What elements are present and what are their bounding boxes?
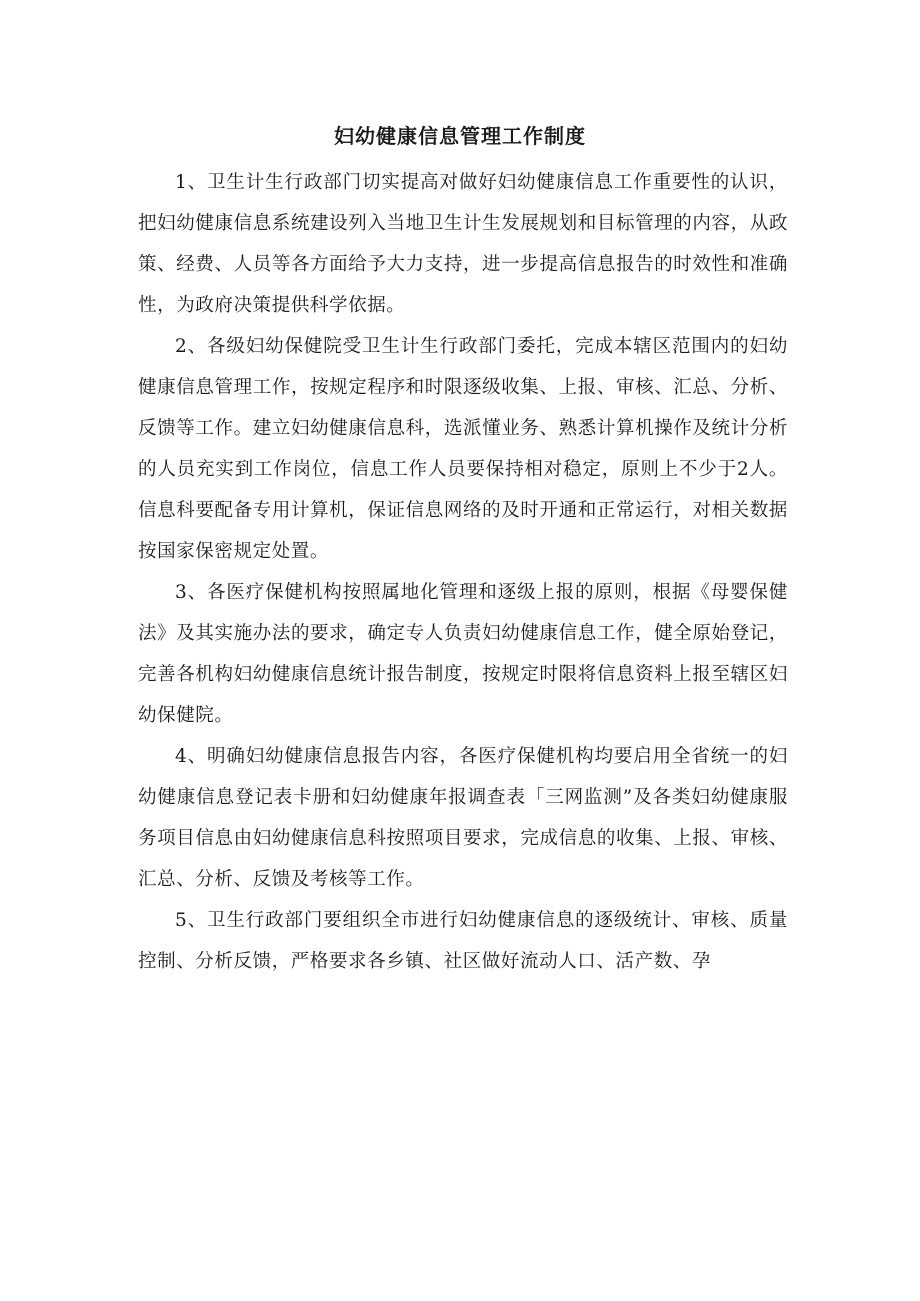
paragraph-2: 2、各级妇幼保健院受卫生计生行政部门委托，完成本辖区范围内的妇幼健康信息管理工作，按规定程序和时限逐级收集、上报、审核、汇总、分析、反馈等工作。建立妇幼健康信息科，选派懂业务、熟悉计算机操作及统计分析的人员充实到工作岗位，信息工作人员要保持相对稳定，原则上不少于2人。信息科要配备专用计算机，保证信息网络的及时开通和正常运行，对相关数据按国家保密规定处置。: [138, 336, 788, 562]
document-title: 妇幼健康信息管理工作制度: [334, 124, 586, 148]
document-body: [138, 162, 788, 982]
paragraph-5: 5、卫生行政部门要组织全市进行妇幼健康信息的逐级统计、审核、质量控制、分析反馈，严格要求各乡镇、社区做好流动人口、活产数、孕: [138, 910, 788, 972]
paragraph-4: 4、明确妇幼健康信息报告内容，各医疗保健机构均要启用全省统一的妇幼健康信息登记表卡册和妇幼健康年报调查表「三网监测”及各类妇幼健康服务项目信息由妇幼健康信息科按照项目要求，完成信息的收集、上报、审核、汇总、分析、反馈及考核等工作。: [138, 746, 788, 890]
paragraph-3: 3、各医疗保健机构按照属地化管理和逐级上报的原则，根据《母婴保健法》及其实施办法的要求，确定专人负责妇幼健康信息工作，健全原始登记，完善各机构妇幼健康信息统计报告制度，按规定时限将信息资料上报至辖区妇幼保健院。: [138, 582, 788, 726]
paragraph-1: 1、卫生计生行政部门切实提高对做好妇幼健康信息工作重要性的认识，把妇幼健康信息系统建设列入当地卫生计生发展规划和目标管理的内容，从政策、经费、人员等各方面给予大力支持，进一步提高信息报告的时效性和准确性，为政府决策提供科学依据。: [138, 172, 788, 316]
